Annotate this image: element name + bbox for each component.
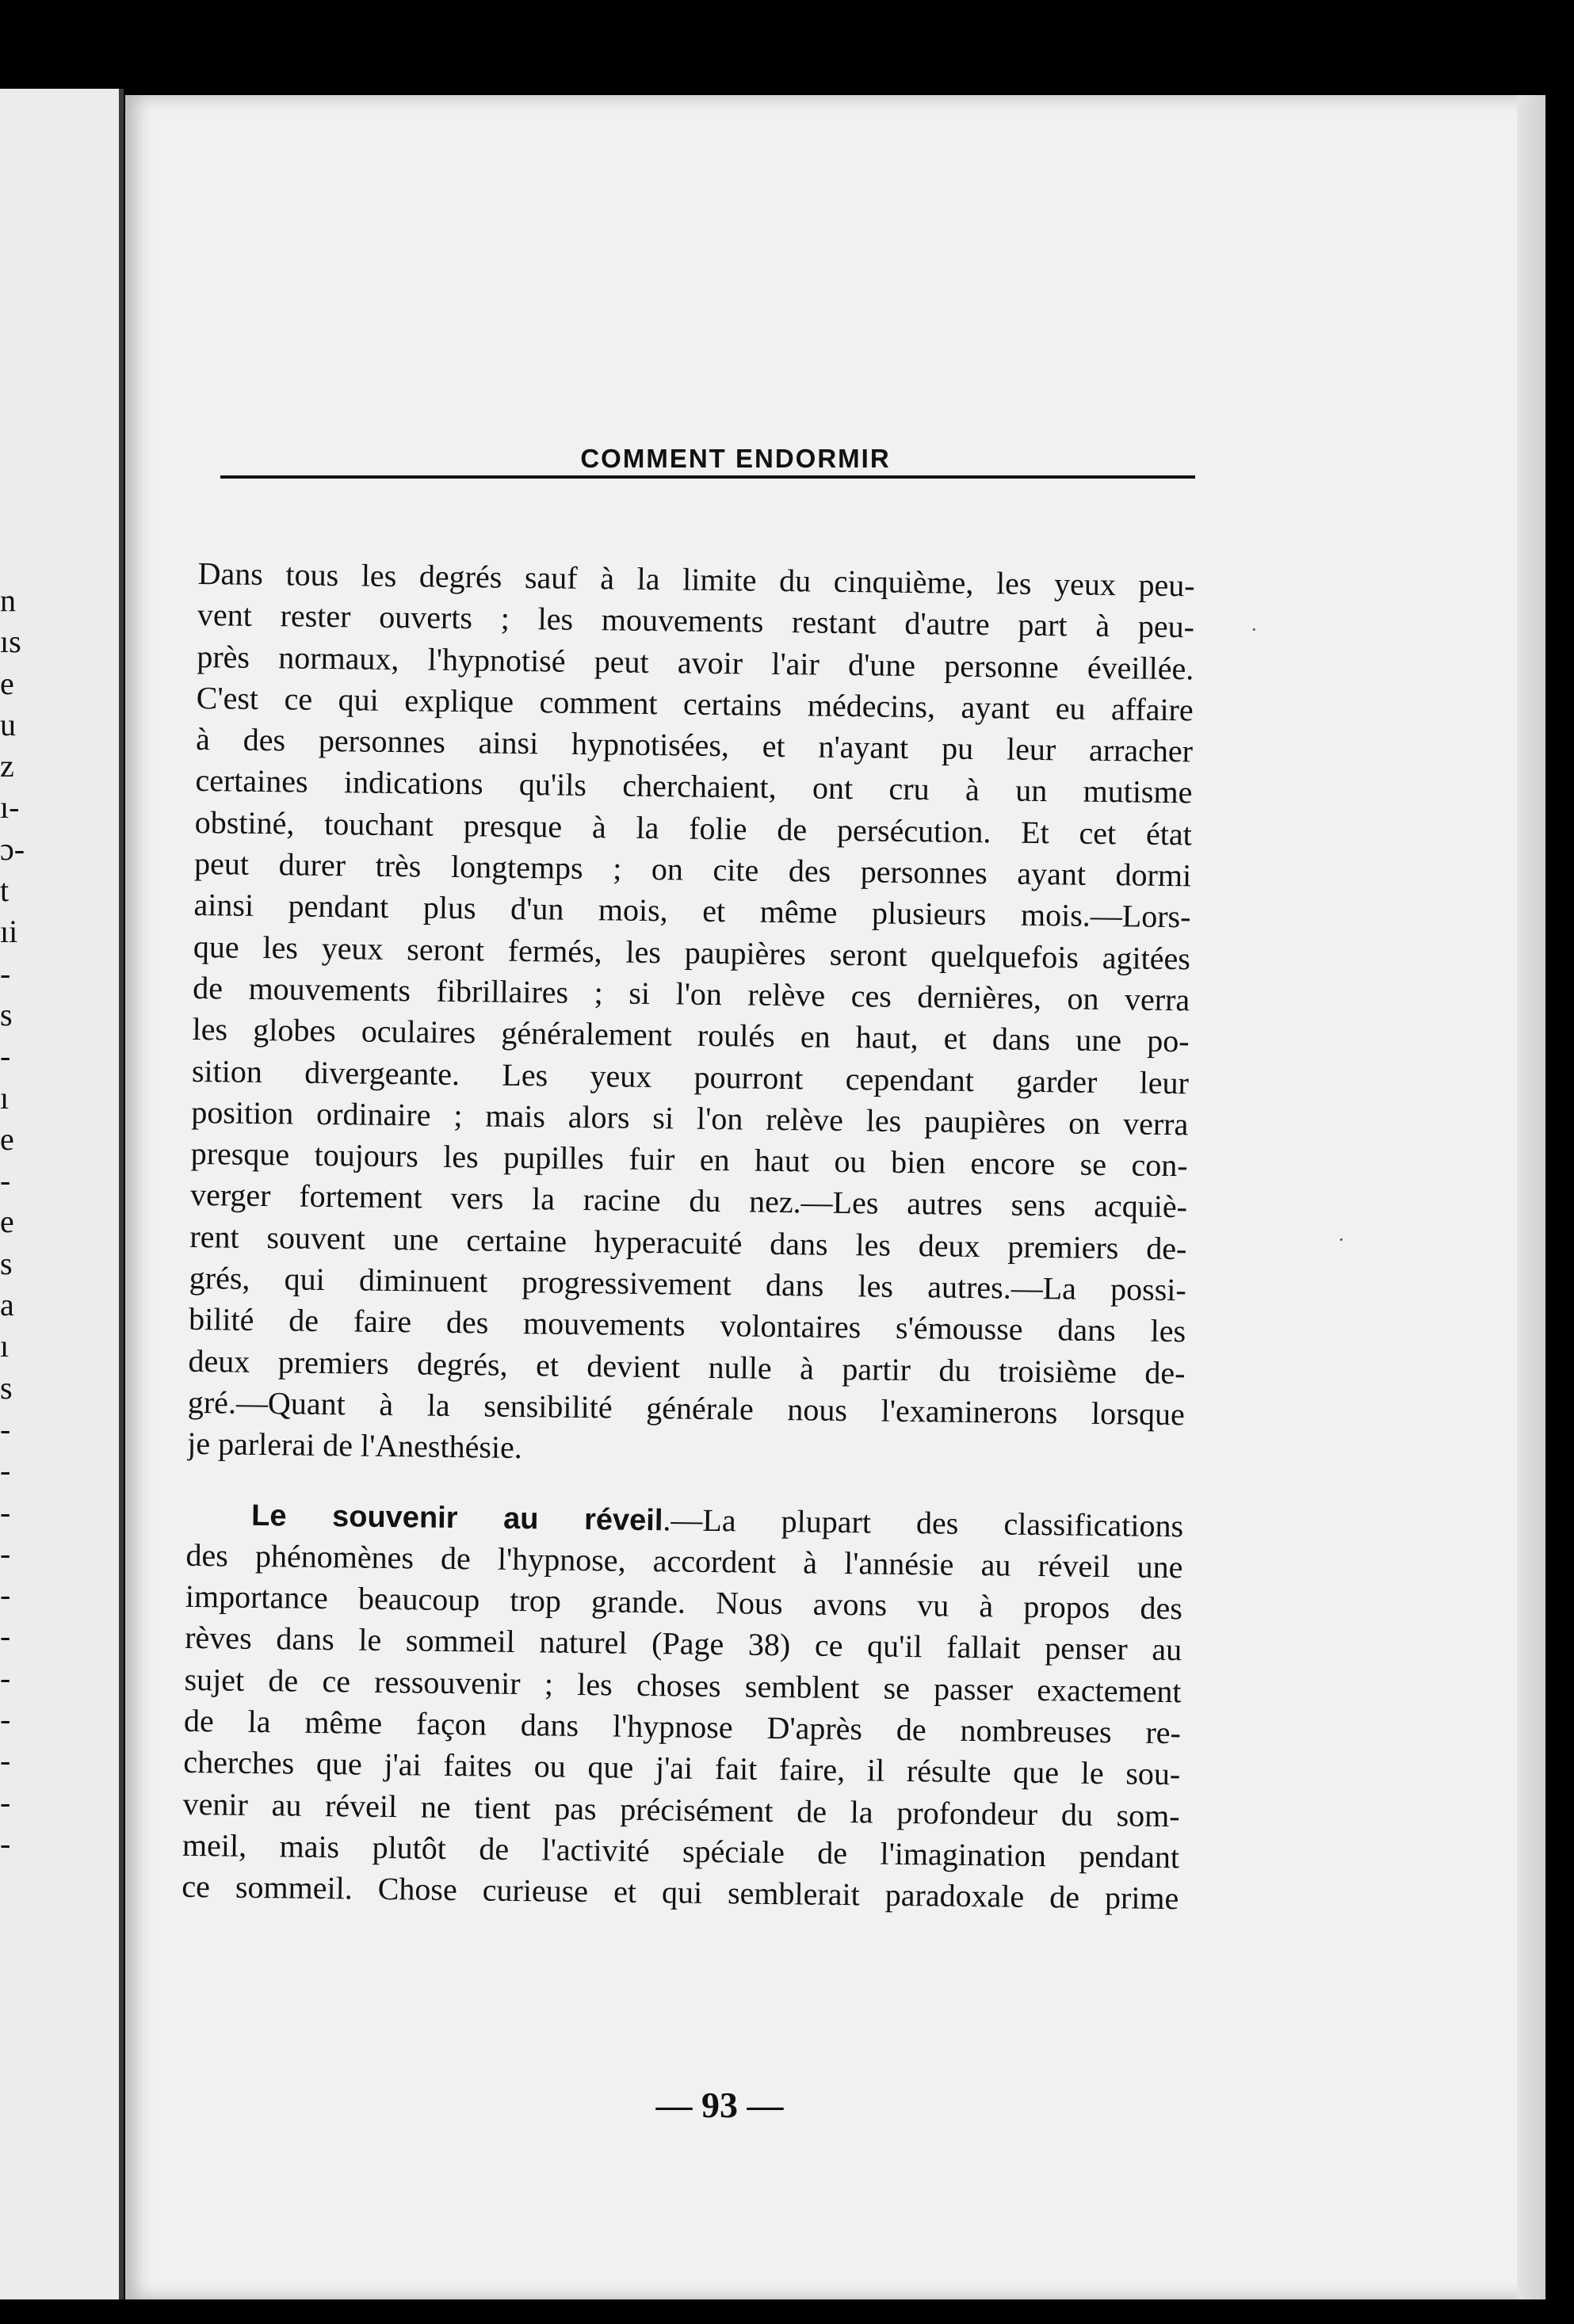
facing-page-fragment: ı xyxy=(0,1079,10,1116)
running-head: COMMENT ENDORMIR xyxy=(580,444,891,473)
facing-page-fragment: - xyxy=(0,1577,11,1613)
facing-page-fragment: ı- xyxy=(0,789,20,826)
text-line: de mouvements fibrillaires ; si l'on relève ces dernières, on verra xyxy=(193,969,1190,1018)
facing-page-fragment: s xyxy=(0,1245,13,1281)
facing-page-fragment: - xyxy=(0,1742,11,1779)
header-rule xyxy=(220,475,1195,479)
facing-page-fragment: ɔ- xyxy=(0,830,25,867)
facing-page-fragment: t xyxy=(0,872,10,909)
facing-page-fragment: e xyxy=(0,665,14,701)
facing-page-fragment: u xyxy=(0,706,16,742)
text-line: sition divergeante. Les yeux pourront cependant garder leur xyxy=(191,1052,1190,1101)
facing-page-fragment: ıi xyxy=(0,914,18,950)
text-line: venir au réveil ne tient pas précisément de la profondeur du som- xyxy=(182,1785,1180,1834)
facing-page-edge xyxy=(0,89,124,2299)
facing-page-fragment: s xyxy=(0,996,13,1032)
text-line: C'est ce qui explique comment certains médecins, ayant eu affaire xyxy=(196,679,1194,728)
text-line: ce sommeil. Chose curieuse et qui semblerait paradoxale de prime xyxy=(181,1868,1179,1917)
text-line: deux premiers degrés, et devient nulle à partir du troisième de- xyxy=(188,1342,1186,1391)
text-line: ainsi pendant plus d'un mois, et même plusieurs mois.—Lors- xyxy=(193,887,1191,935)
paragraph-eyes-and-senses xyxy=(187,553,1195,1477)
text-line: à des personnes ainsi hypnotisées, et n'ayant pu leur arracher xyxy=(195,721,1194,769)
facing-page-fragment: ıs xyxy=(0,624,21,660)
text-line: cherches que j'ai faites ou que j'ai fait faire, il résulte que le sou- xyxy=(183,1744,1181,1792)
print-speck: · xyxy=(1338,1228,1345,1251)
first-line-rest: .—La plupart des classifications xyxy=(663,1501,1184,1544)
text-line: sujet de ce ressouvenir ; les choses semblent se passer exactement xyxy=(184,1661,1182,1709)
text-line: Dans tous les degrés sauf à la limite du cinquième, les yeux peu- xyxy=(197,555,1195,604)
facing-page-fragment: e xyxy=(0,1120,14,1157)
text-line: meil, mais plutôt de l'activité spéciale de l'imagination pendant xyxy=(181,1826,1180,1876)
page-edge-shading xyxy=(1517,95,1545,2299)
facing-page-fragment: - xyxy=(0,1162,11,1199)
facing-page-fragment: - xyxy=(0,1825,11,1861)
text-line: position ordinaire ; mais alors si l'on relève les paupières on verra xyxy=(191,1093,1189,1143)
text-line: rèves dans le sommeil naturel (Page 38) ce qu'il fallait penser au xyxy=(185,1620,1182,1668)
text-line: certaines indications qu'ils cherchaient, ont cru à un mutisme xyxy=(195,762,1193,811)
text-line: des phénomènes de l'hypnose, accordent à l'annésie au réveil une xyxy=(185,1536,1183,1586)
text-line: peut durer très longtemps ; on cite des personnes ayant dormi xyxy=(193,845,1192,894)
facing-page-fragment: - xyxy=(0,1535,11,1571)
facing-page-fragment: ı xyxy=(0,1328,10,1364)
facing-page-fragment: - xyxy=(0,1701,11,1738)
facing-page-fragment: - xyxy=(0,1494,11,1530)
text-line: gré.—Quant à la sensibilité générale nous l'examinerons lorsque xyxy=(187,1383,1186,1433)
text-line: vent rester ouverts ; les mouvements restant d'autre part à peu- xyxy=(197,597,1195,645)
page-number: — 93 — xyxy=(655,2085,784,2125)
text-line: obstiné, touchant presque à la folie de persécution. Et cet état xyxy=(194,803,1193,853)
paragraph-souvenir-au-reveil xyxy=(181,1493,1183,1919)
book-page xyxy=(125,95,1545,2299)
text-line: grés, qui diminuent progressivement dans les autres.—La possi- xyxy=(189,1259,1187,1308)
facing-page-fragment: - xyxy=(0,1784,11,1820)
page-body xyxy=(181,553,1195,1920)
facing-page-fragment: - xyxy=(0,955,11,991)
facing-page-fragment: e xyxy=(0,1204,14,1240)
section-title: Le souvenir au réveil xyxy=(250,1498,663,1537)
text-line: je parlerai de l'Anesthésie. xyxy=(186,1425,523,1466)
facing-page-fragment: s xyxy=(0,1369,13,1406)
text-line: presque toujours les pupilles fuir en haut ou bien encore se con- xyxy=(190,1135,1188,1184)
text-line: bilité de faire des mouvements volontaires s'émousse dans les xyxy=(188,1301,1186,1349)
facing-page-fragment: - xyxy=(0,1618,11,1654)
print-speck: · xyxy=(1251,618,1258,641)
facing-page-text-fragments xyxy=(0,580,32,1864)
facing-page-fragment: n xyxy=(0,582,16,618)
facing-page-fragment: z xyxy=(0,748,14,784)
facing-page-fragment: - xyxy=(0,1038,11,1074)
facing-page-fragment: - xyxy=(0,1410,11,1447)
text-line: importance beaucoup trop grande. Nous avons vu à propos des xyxy=(185,1578,1183,1627)
facing-page-fragment: - xyxy=(0,1452,11,1489)
text-line: de la même façon dans l'hypnose D'après de nombreuses re- xyxy=(183,1702,1182,1751)
text-line: que les yeux seront fermés, les paupières seront quelquefois agitées xyxy=(193,928,1191,977)
text-line: les globes oculaires généralement roulés en haut, et dans une po- xyxy=(192,1011,1190,1059)
facing-page-fragment: - xyxy=(0,1659,11,1696)
text-line: près normaux, l'hypnotisé peut avoir l'air d'une personne éveillée. xyxy=(197,638,1194,686)
text-line: rent souvent une certaine hyperacuité dans les deux premiers de- xyxy=(189,1218,1187,1267)
facing-page-fragment: a xyxy=(0,1287,14,1323)
text-line: verger fortement vers la racine du nez.—Les autres sens acquiè- xyxy=(189,1177,1188,1225)
